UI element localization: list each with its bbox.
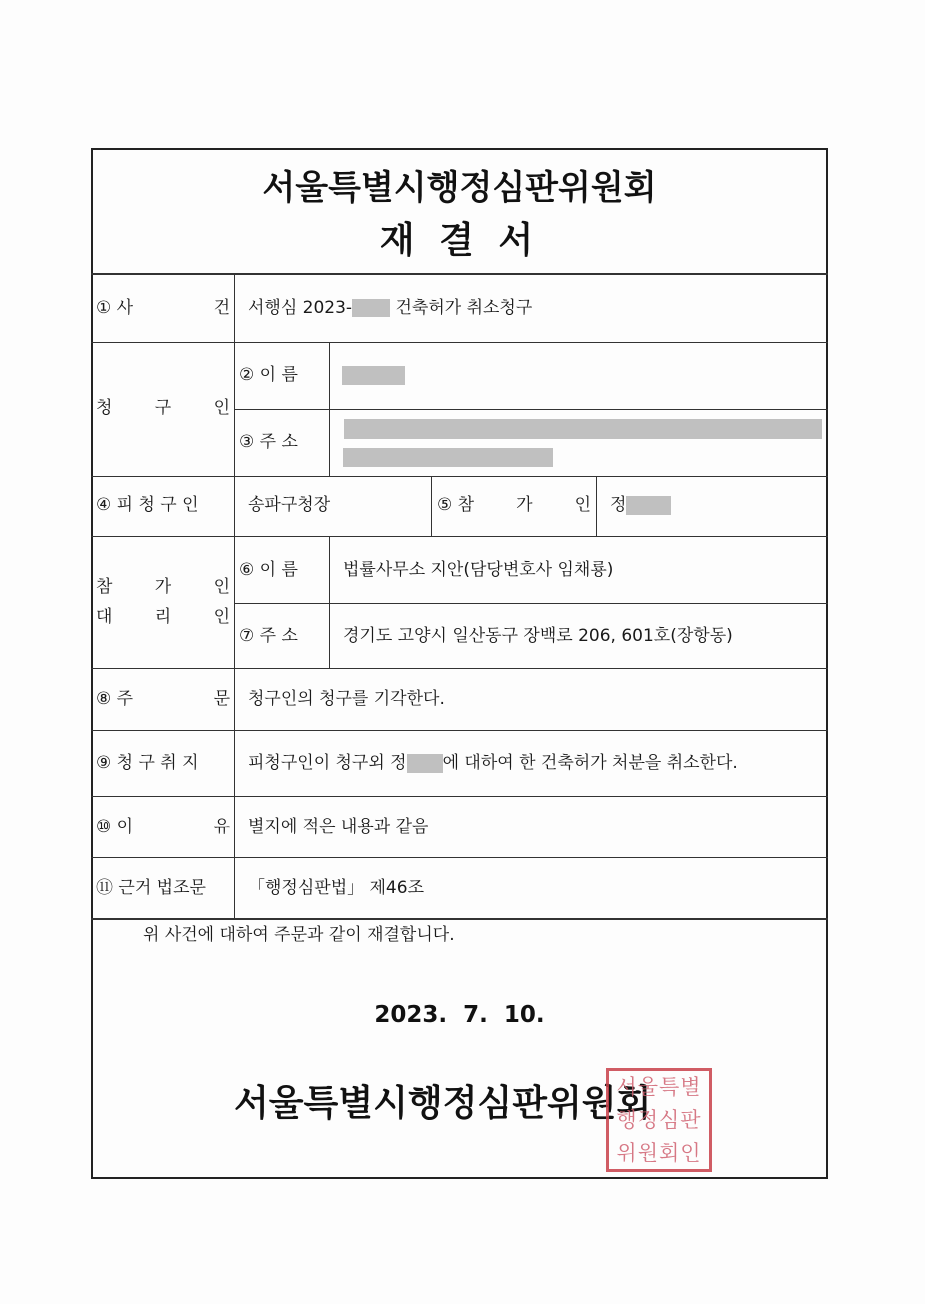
- signature-org: 서울특별시행정심판위원회: [234, 1083, 652, 1124]
- decision-date: 2023. 7. 10.: [374, 1002, 545, 1028]
- agent-label-1: 참 가 인: [96, 577, 230, 597]
- official-seal: 서울특별 행정심판 위원회인: [606, 1068, 712, 1172]
- agent-name-value: 법률사무소 지안(담당변호사 임채룡): [343, 560, 614, 580]
- purpose-value: 피청구인이 청구외 정 에 대하여 한 건축허가 처분을 취소한다.: [248, 753, 738, 773]
- respondent-label: ④ 피 청 구 인: [96, 495, 199, 515]
- reason-value: 별지에 적은 내용과 같음: [248, 817, 429, 837]
- order-value: 청구인의 청구를 기각한다.: [248, 689, 445, 709]
- case-value: 서행심 2023- 건축허가 취소청구: [248, 298, 533, 318]
- reason-label: ⑩ 이 유: [96, 817, 230, 837]
- agent-address-label: ⑦ 주 소: [239, 626, 298, 646]
- agent-name-label: ⑥ 이 름: [239, 560, 298, 580]
- respondent-value: 송파구청장: [248, 495, 331, 515]
- redacted-name: [342, 366, 405, 385]
- claimant-address-label: ③ 주 소: [239, 432, 298, 452]
- order-label: ⑧ 주 문: [96, 689, 230, 709]
- case-label: ① 사 건: [96, 298, 230, 318]
- claimant-label: 청 구 인: [96, 398, 230, 418]
- redacted-address-1: [344, 419, 822, 439]
- redacted-address-2: [343, 448, 553, 467]
- agent-address-value: 경기도 고양시 일산동구 장백로 206, 601호(장항동): [343, 626, 733, 646]
- basis-value: 「행정심판법」 제46조: [248, 878, 424, 898]
- participant-value: 정: [610, 495, 671, 515]
- org-title: 서울특별시행정심판위원회: [262, 168, 657, 208]
- decision-statement: 위 사건에 대하여 주문과 같이 재결합니다.: [143, 925, 455, 945]
- basis-label: ⑪ 근거 법조문: [96, 878, 206, 898]
- participant-label: ⑤ 참 가 인: [437, 495, 591, 515]
- purpose-label: ⑨ 청 구 취 지: [96, 753, 199, 773]
- agent-label-2: 대 리 인: [96, 607, 230, 627]
- doc-title: 재 결 서: [379, 220, 540, 261]
- claimant-name-label: ② 이 름: [239, 365, 298, 385]
